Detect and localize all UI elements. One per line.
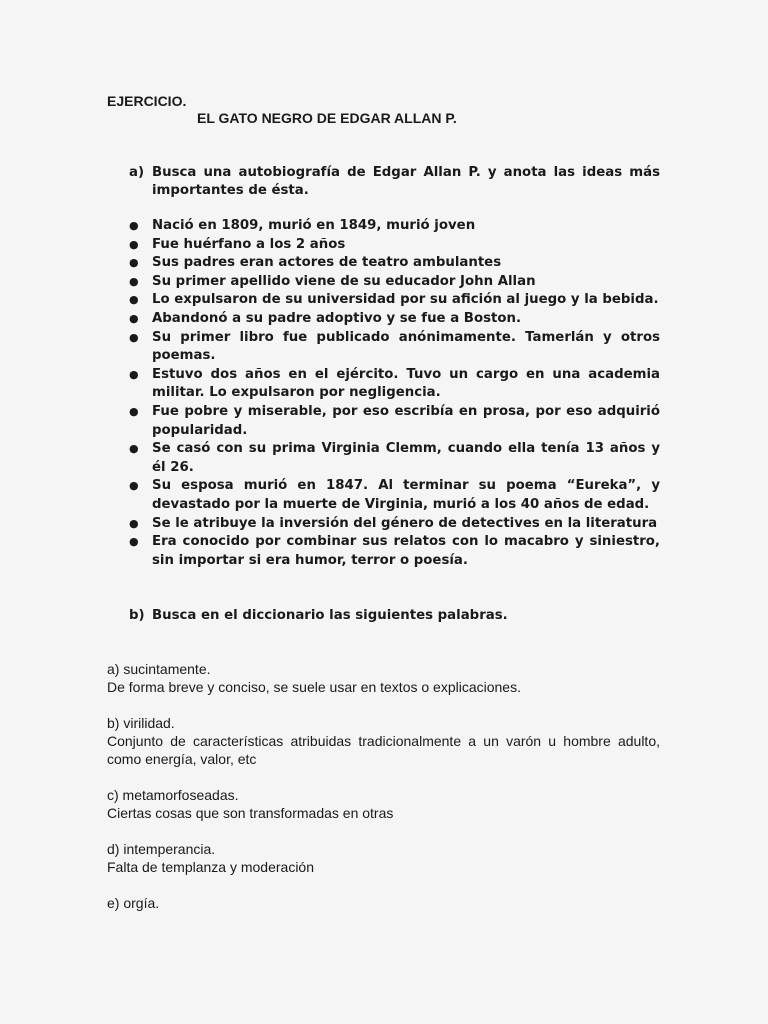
fact-list-item: [129, 236, 660, 255]
definition-item: [107, 786, 660, 822]
fact-list-item: [129, 440, 660, 477]
fact-text: Nació en 1809, murió en 1849, murió joven: [152, 218, 476, 233]
fact-text: Su primer libro fue publicado anónimamente. Tamerlán y otros poemas.: [152, 329, 660, 364]
fact-text: Sus padres eran actores de teatro ambulantes: [152, 255, 502, 271]
definition-item: [107, 894, 660, 912]
definition-item: [107, 714, 660, 768]
fact-text: Se casó con su prima Virginia Clemm, cuando ella tenía 13 años y él 26.: [152, 441, 660, 475]
section-b: [129, 607, 660, 625]
fact-text: Abandonó a su padre adoptivo y se fue a Boston.: [152, 310, 522, 326]
fact-list-item: [129, 291, 660, 310]
fact-text: Se le atribuye la inversión del género de detectives en la literatura: [152, 515, 658, 531]
bullet-icon: ●: [129, 311, 139, 325]
document-title: EL GATO NEGRO DE EDGAR ALLAN P.: [197, 110, 457, 126]
bullet-icon: ●: [129, 237, 139, 251]
definition-term: e) orgía.: [107, 895, 160, 911]
bullet-icon: ●: [129, 404, 139, 418]
fact-text: Su esposa murió en 1847. Al terminar su poema “Eureka”, y devastado por la muerte de Virginia, murió a los 40 años de edad.: [152, 478, 660, 512]
fact-list-item: [129, 403, 660, 440]
bullet-icon: ●: [129, 293, 139, 307]
definition-term: a) sucintamente.: [107, 661, 211, 677]
section-b-letter: b): [129, 608, 145, 623]
fact-list-item: [129, 273, 660, 292]
fact-text: Estuvo dos años en el ejército. Tuvo un cargo en una academia militar. Lo expulsaron por negligencia.: [152, 366, 660, 401]
fact-list-item: [129, 366, 660, 403]
fact-text: Fue pobre y miserable, por eso escribía en prosa, por eso adquirió popularidad.: [152, 403, 660, 438]
section-b-instruction: Busca en el diccionario las siguientes palabras.: [152, 608, 508, 623]
fact-text: Su primer apellido viene de su educador John Allan: [152, 273, 536, 289]
bullet-icon: ●: [129, 516, 139, 530]
definition-meaning: Ciertas cosas que son transformadas en otras: [107, 805, 394, 821]
fact-list-item: [129, 217, 660, 236]
bullet-icon: ●: [129, 535, 139, 549]
section-a-instruction: Busca una autobiografía de Edgar Allan P. y anota las ideas más importantes de ésta.: [152, 165, 660, 198]
bullet-icon: ●: [129, 367, 139, 381]
definition-item: [107, 840, 660, 876]
exercise-heading: EJERCICIO.: [107, 93, 187, 109]
fact-list-item: [129, 254, 660, 273]
fact-list-item: [129, 477, 660, 514]
bullet-icon: ●: [129, 219, 139, 232]
definition-term: d) intemperancia.: [107, 841, 216, 857]
definition-term: b) virilidad.: [107, 715, 175, 731]
bullet-icon: ●: [129, 442, 139, 456]
fact-list-item: [129, 329, 660, 366]
fact-list-item: [129, 533, 660, 570]
definition-meaning: De forma breve y conciso, se suele usar en textos o explicaciones.: [107, 679, 521, 695]
fact-text: Era conocido por combinar sus relatos con lo macabro y siniestro, sin importar si era humor, terror o poesía.: [152, 534, 660, 568]
section-a: [129, 164, 660, 200]
definition-item: [107, 660, 660, 696]
bullet-icon: ●: [129, 274, 139, 288]
definitions-list: [107, 660, 660, 930]
section-a-letter: a): [129, 165, 145, 180]
bullet-icon: ●: [129, 479, 139, 493]
facts-list: [129, 217, 660, 570]
definition-term: c) metamorfoseadas.: [107, 787, 239, 803]
definition-meaning: Conjunto de características atribuidas tradicionalmente a un varón u hombre adulto, como energía, valor, etc: [107, 733, 660, 767]
bullet-icon: ●: [129, 256, 139, 270]
definition-meaning: Falta de templanza y moderación: [107, 859, 314, 875]
fact-text: Fue huérfano a los 2 años: [152, 236, 346, 252]
fact-text: Lo expulsaron de su universidad por su afición al juego y la bebida.: [152, 292, 659, 308]
fact-list-item: [129, 310, 660, 329]
bullet-icon: ●: [129, 330, 139, 344]
fact-list-item: [129, 515, 660, 534]
